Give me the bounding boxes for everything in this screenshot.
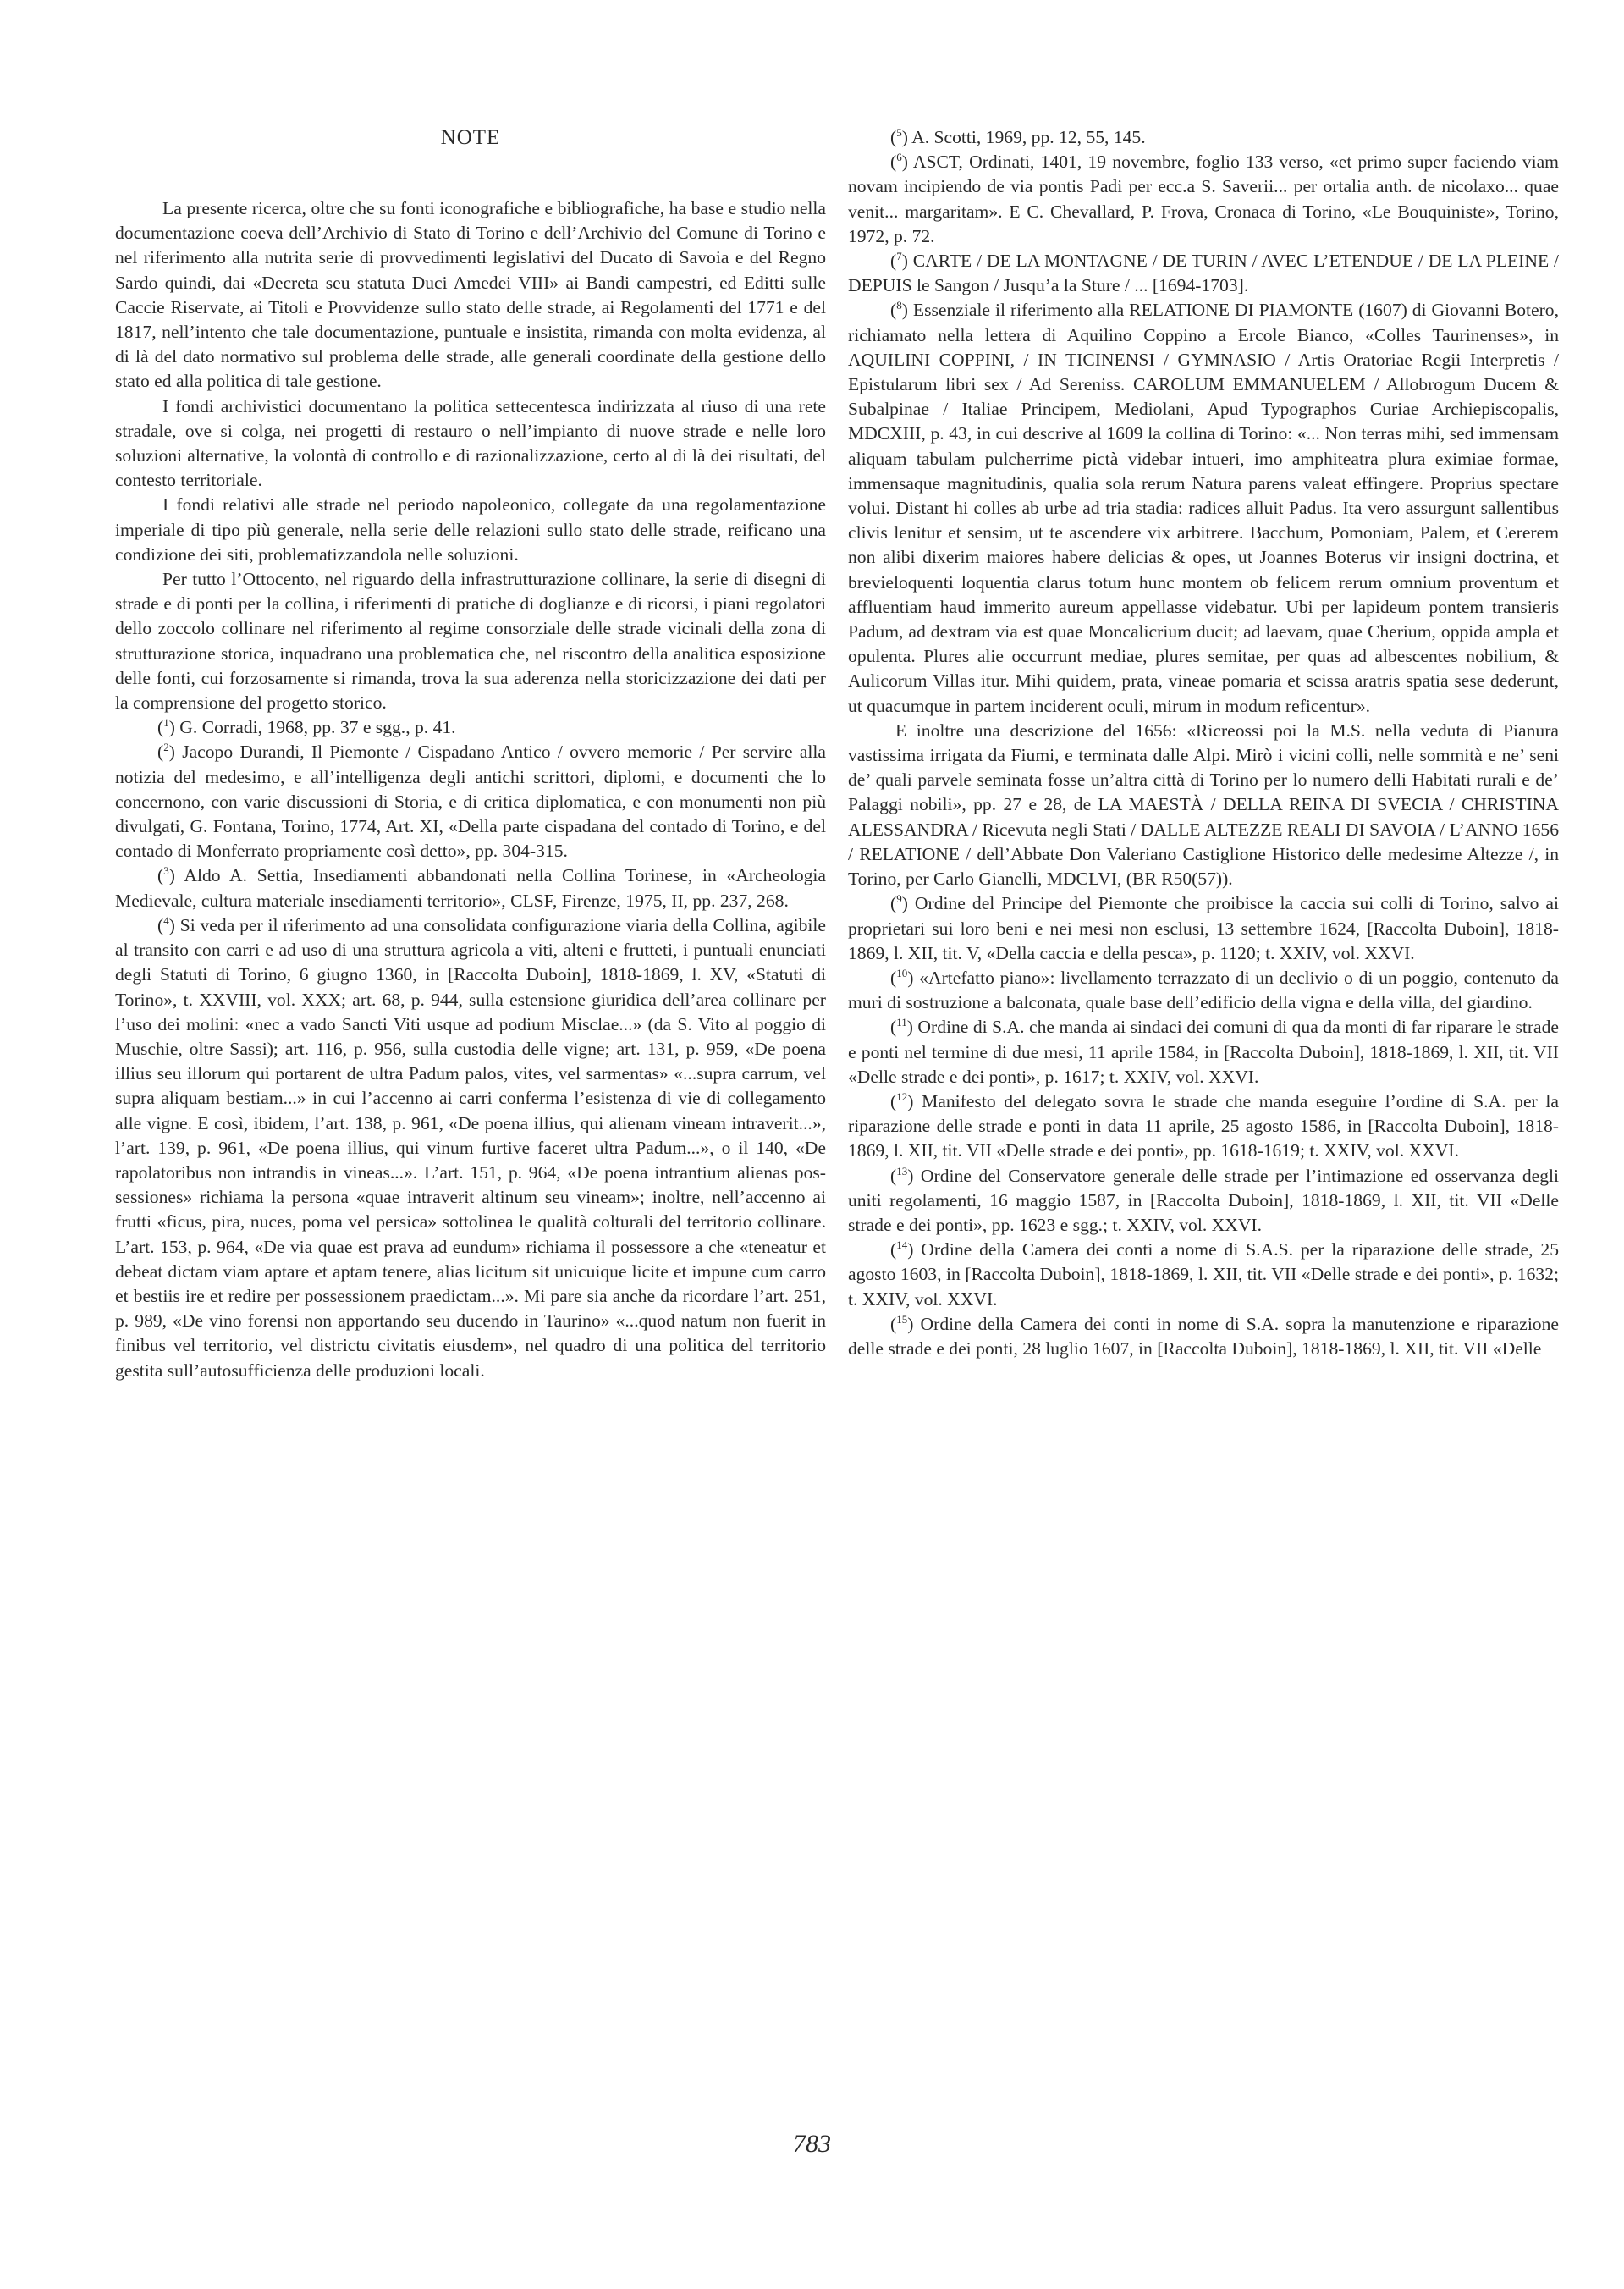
- body-paragraph: La presente ricerca, oltre che su fonti iconografiche e bibliografiche, ha base e studio nella documentazione coeva dell’Archivio di Stato di Torino e dell’Archivio del Comune di Torino e nel riferimento alla nutrita serie di provvedimenti legislativi del Ducato di Savoia e del Regno Sardo quindi, dai «Decreta seu statuta Duci Amedei VIII» ai Bandi campestri, ed Editti sulle Caccie Riservate, ai Titoli e Provvidenze sullo stato delle strade, ai Regolamenti del 1771 e del 1817, nell’intento che tale documentazione, puntuale e insistita, rimanda con molta evidenza, al di là del dato normativo sul problema delle strade, alle generali coordinate della gestione dello stato ed alla politica di tale gestione.: [115, 198, 826, 392]
- footnote: ($^{11}$) Ordine di S.A. che manda ai sindaci dei comuni di qua da monti di far riparare le strade e ponti nel termine di due mesi, 11 aprile 1584, in [Raccolta Duboin], 1818-1869, l. XII, tit. VII «Delle strade e dei ponti», p. 1617; t. XXIV, vol. XXVI.: [848, 1016, 1559, 1087]
- footnote: ($^7$) CARTE / DE LA MONTAGNE / DE TURIN / AVEC L’ETENDUE / DE LA PLEINE / DEPUIS le Sangon / Jusqu’a la Sture / ... [1694-1703].: [848, 249, 1559, 296]
- footnote-continuation: E inoltre una descrizione del 1656: «Ricreossi poi la M.S. nella veduta di Pianura vastissima irrigata da Fiumi, e terminata dalle Alpi. Mirò i vicini colli, nelle sommità e ne’ seni de’ quali parvele seminata fosse un’altra città di Torino per lo numero delli Habitati rurali e de’ Palaggi nobili», pp. 27 e 28, de LA MAESTÀ / DELLA REINA DI SVECIA / CHRISTINA ALESSANDRA / Ricevuta negli Stati / DALLE ALTEZZE REALI DI SAVOIA / L’ANNO 1656 / RELATIONE / dell’Abbate Don Valeriano Castiglione Historico delle medesime Altezze /, in Torino, per Carlo Gianelli, MDCLVI, (BR R50(57)).: [848, 720, 1559, 890]
- footnote-text: Ordine di S.A. che manda ai sindaci dei comuni di qua da monti di far riparare le strade e ponti nel termine di due mesi, 11 aprile 1584, in [Raccolta Duboin], 1818-1869, l. XII, tit. VII «Delle strade e dei ponti», p. 1617; t. XXIV, vol. XXVI.: [848, 1017, 1559, 1087]
- footnote-text: Aldo A. Settia, Insediamenti abbandonati nella Collina Torinese, in «Archeologia Medievale, cultura materiale insediamenti territorio», CLSF, Firenze, 1975, II, pp. 237, 268.: [115, 865, 827, 911]
- footnote-text: Ordine della Camera dei conti a nome di S.A.S. per la riparazione delle strade, 25 agosto 1603, in [Raccolta Duboin], 1818-1869, l. XII, tit. VII «Delle strade e dei ponti», p. 1632; t. XXIV, vol. XXVI.: [848, 1239, 1559, 1310]
- body-paragraph: Per tutto l’Ottocento, nel riguardo della infrastrutturazione collinare, la serie di disegni di strade e di ponti per la collina, i riferimenti di pratiche di doglianze e di ricorsi, i piani regolatori dello zoccolo collinare nel riferimento al regime consorziale delle strade vicinali della zona di strutturazione storica, inquadrano una problematica che, nel riscontro della analitica esposizione delle fonti, cui forzosamente si rimanda, trova la sua aderenza nella storicizzazione dei dati per la comprensione del progetto storico.: [115, 569, 826, 714]
- footnote-text: Si veda per il riferimento ad una consolidata configurazione viaria della Collina, agibile al transito con carri e ad uso di una struttura agricola a viti, alteni e frutteti, i puntuali enunciati degli Statuti di Torino, 6 giugno 1360, in [Raccolta Duboin], 1818-1869, l. XV, «Statuti di Torino», t. XXVIII, vol. XXX; art. 68, p. 944, sulla estensione giuridica dell’area collinare per l’uso dei molini: «nec a vado Sancti Viti usque ad podium Misclae...» (da S. Vito al poggio di Muschie, oltre Sassi); art. 116, p. 956, sulla custodia delle vigne; art. 131, p. 959, «De poena illius seu illorum qui portarent de ultra Padum palos, vites, vel sarmentas» «...supra carrum, vel supra aliquam bestiam...» in cui l’accenno ai carri conferma l’esistenza di vie di collegamento alle vigne. E così, ibidem, l’art. 138, p. 961, «De poena illius, qui alienam vineam intraverit...», l’art. 139, p. 961, «De poena illius, qui vinum furtive faceret ultra Padum...», o il 140, «De rapolatoribus non intrandis in vineas...». L’art. 151, p. 964, «De poena intrantium alienas possessiones» richiama la persona «quae intraverit altinum seu vineam»; inoltre, nell’accenno ai frutti «ficus, pira, nuces, poma vel persica» sottolinea le qualità colturali del territorio collinare. L’art. 153, p. 964, «De via quae est prava ad eundum» richiama il possessore a che «teneatur et debeat dictam viam aptare et aptam tenere, alias licitum sit unicuique licite et impune cum carro et bestiis ire et redire per possessionem praedictam...». Mi pare sia anche da ricordare l’art. 251, p. 989, «De vino forensi non apportando seu ducendo in Taurino» «...quod natum non fuerit in finibus vel territorio, vel districtu civitatis eiusdem», nel quadro di una politica del territorio gestita sull’autosufficienza delle produzioni locali.: [115, 914, 827, 1381]
- footnote-number: 3: [163, 864, 169, 878]
- footnote: ($^9$) Ordine del Principe del Piemonte che proibisce la caccia sui colli di Torino, salvo ai proprietari sui loro beni e nei mesi non esclusi, 13 settembre 1624, [Raccolta Duboin], 1818-1869, l. XII, tit. V, «Della caccia e della pesca», p. 1120; t. XXIV, vol. XXVI.: [848, 892, 1559, 963]
- body-paragraph: I fondi relativi alle strade nel periodo napoleonico, collegate da una regolamentazione imperiale di tipo più generale, nella serie delle relazioni sullo stato delle strade, reificano una condizione dei siti, problematizzandola nelle soluzioni.: [115, 494, 826, 565]
- footnote-number: 14: [896, 1238, 908, 1251]
- footnote-number: 4: [163, 913, 169, 927]
- footnote-text: Jacopo Durandi, Il Piemonte / Cispadano Antico / ovvero memorie / Per servire alla notizia del medesimo, e all’intelligenza degli antichi scrittori, diplomi, e documenti che lo concernono, con varie discussioni di Storia, e di critica diplomatica, e con monumenti non più divulgati, G. Fontana, Torino, 1774, Art. XI, «Della parte cispadana del contado di Torino, e del contado di Monferrato propriamente così detto», pp. 304-315.: [115, 742, 826, 862]
- footnote-number: 13: [896, 1164, 908, 1178]
- footnote: ($^{14}$) Ordine della Camera dei conti a nome di S.A.S. per la riparazione delle strade, 25 agosto 1603, in [Raccolta Duboin], 1818-1869, l. XII, tit. VII «Delle strade e dei ponti», p. 1632; t. XXIV, vol. XXVI.: [848, 1238, 1559, 1310]
- page-number: 783: [793, 2130, 831, 2158]
- footnote: ($^{15}$) Ordine della Camera dei conti in nome di S.A. sopra la manutenzione e riparazione delle strade e dei ponti, 28 luglio 1607, in [Raccolta Duboin], 1818-1869, l. XII, tit. VII «Delle: [848, 1312, 1559, 1359]
- footnote-number: 7: [896, 249, 902, 262]
- footnote: ($^8$) Essenziale il riferimento alla RELATIONE DI PIAMONTE (1607) di Giovanni Botero, richiamato nella lettera di Aquilino Coppino a Ercole Bianco, «Colles Taurinenses», in AQUILINI COPPINI, / IN TICINENSI / GYMNASIO / Artis Oratoriae Regii Interpretis / Epistularum libri sex / Ad Sereniss. CAROLUM EMMANUELEM / Allobrogum Ducem & Subalpinae / Italiae Principem, Mediolani, Apud Typographos Curiae Archiepiscopalis, MDCXIII, p. 43, in cui descrive al 1609 la collina di Torino: «... Non terras mihi, sed immensam aliquam tabulam pulcherrime pictà videbar intueri, imo amphiteatra plura eximiae formae, immensaque magnitudinis, qualia sola rerum Natura parens valeat effingere. Proprius spectare volui. Distant hi colles ab urbe ad tria stadia: radices alluit Padus. Ita vero assurgunt sallentibus clivis lenitur et sensim, ut te ascendere vix arbitrere. Bacchum, Pomoniam, Palem, et Cererem non alibi dixerim maiores habere delicias & opes, ut Joannes Boterus vir insigni doctrina, et brevieloquenti loquentia clarus totum hunc montem ob felicem rerum omnium proventum et affluentiam haud immerito aureum appellasse videbatur. Ubi per lapideum pontem transieris Padum, ad dextram via est quae Moncalicrium ducit; ad laevam, quae Cherium, oppida ampla et opulenta. Plures alie occurrunt mediae, plures semitae, per quas ad albescentes nobilium, & Aulicorum Villas itur. Mihi quidem, prata, vineae pomaria et scissa aratris spatia sese dederunt, ut quacumque in partem inciderent oculi, mirum in modum reficentur».: [848, 299, 1560, 716]
- footnote-number: 5: [896, 125, 902, 139]
- footnote-text: A. Scotti, 1969, pp. 12, 55, 145.: [911, 127, 1146, 147]
- footnote-text: Manifesto del delegato sovra le strade che manda eseguire l’ordine di S.A. per la riparazione delle strade e ponti in data 11 aprile, 25 agosto 1586, in [Raccolta Duboin], 1818-1869, l. XII, tit. VII «Delle strade e dei ponti», pp. 1618-1619; t. XXIV, vol. XXVI.: [848, 1090, 1559, 1161]
- footnote-text: Essenziale il riferimento alla RELATIONE DI PIAMONTE (1607) di Giovanni Botero, richiamato nella lettera di Aquilino Coppino a Ercole Bianco, «Colles Taurinenses», in AQUILINI COPPINI, / IN TICINENSI / GYMNASIO / Artis Oratoriae Regii Interpretis / Epistularum libri sex / Ad Sereniss. CAROLUM EMMANUELEM / Allobrogum Ducem & Subalpinae / Italiae Principem, Mediolani, Apud Typographos Curiae Archiepiscopalis, MDCXIII, p. 43, in cui descrive al 1609 la collina di Torino: «... Non terras mihi, sed immensam aliquam tabulam pulcherrime pictà videbar intueri, imo amphiteatra plura eximiae formae, immensaque magnitudinis, qualia sola rerum Natura parens valeat effingere. Proprius spectare volui. Distant hi colles ab urbe ad tria stadia: radices alluit Padus. Ita vero assurgunt sallentibus clivis lenitur et sensim, ut te ascendere vix arbitrere. Bacchum, Pomoniam, Palem, et Cererem non alibi dixerim maiores habere delicias & opes, ut Joannes Boterus vir insigni doctrina, et brevieloquenti loquentia clarus totum hunc montem ob felicem rerum omnium proventum et affluentiam haud immerito aureum appellasse videbatur. Ubi per lapideum pontem transieris Padum, ad dextram via est quae Moncalicrium ducit; ad laevam, quae Cherium, oppida ampla et opulenta. Plures alie occurrunt mediae, plures semitae, per quas ad albescentes nobilium, & Aulicorum Villas itur. Mihi quidem, prata, vineae pomaria et scissa aratris spatia sese dederunt, ut quacumque in partem inciderent oculi, mirum in modum reficentur».: [848, 300, 1560, 716]
- footnote-number: 2: [163, 741, 169, 754]
- footnote-text: Ordine del Conservatore generale delle strade per l’intimazione ed osservanza degli uniti regolamenti, 16 maggio 1587, in [Raccolta Duboin], 1818-1869, l. XII, tit. VII «Delle strade e dei ponti», pp. 1623 e sgg.; t. XXIV, vol. XXVI.: [848, 1165, 1559, 1235]
- footnote-text: ASCT, Ordinati, 1401, 19 novembre, foglio 133 verso, «et primo super faciendo viam novam incipiendo de via pontis Padi per ecc.a S. Saverii... per ortalia anth. de nicolaxo... quae venit... margaritam». E C. Chevallard, P. Frova, Cronaca di Torino, «Le Bouquiniste», Torino, 1972, p. 72.: [848, 152, 1559, 246]
- footnote: ($^6$) ASCT, Ordinati, 1401, 19 novembre, foglio 133 verso, «et primo super faciendo viam novam incipiendo de via pontis Padi per ecc.a S. Saverii... per ortalia anth. de nicolaxo... quae venit... margaritam». E C. Chevallard, P. Frova, Cronaca di Torino, «Le Bouquiniste», Torino, 1972, p. 72.: [848, 151, 1559, 246]
- footnote: ($^{12}$) Manifesto del delegato sovra le strade che manda eseguire l’ordine di S.A. per la riparazione delle strade e ponti in data 11 aprile, 25 agosto 1586, in [Raccolta Duboin], 1818-1869, l. XII, tit. VII «Delle strade e dei ponti», pp. 1618-1619; t. XXIV, vol. XXVI.: [848, 1089, 1559, 1161]
- footnote: ($^4$) Si veda per il riferimento ad una consolidata configurazione viaria della Collina, agibile al transito con carri e ad uso di una struttura agricola a viti, alteni e frutteti, i puntuali enunciati degli Statuti di Torino, 6 giugno 1360, in [Raccolta Duboin], 1818-1869, l. XV, «Statuti di Torino», t. XXVIII, vol. XXX; art. 68, p. 944, sulla estensione giuridica dell’area collinare per l’uso dei molini: «nec a vado Sancti Viti usque ad podium Misclae...» (da S. Vito al poggio di Muschie, oltre Sassi); art. 116, p. 956, sulla custodia delle vigne; art. 131, p. 959, «De poena illius seu illorum qui portarent de ultra Padum palos, vites, vel sarmentas» «...supra carrum, vel supra aliquam bestiam...» in cui l’accenno ai carri conferma l’esistenza di vie di collegamento alle vigne. E così, ibidem, l’art. 138, p. 961, «De poena illius, qui alienam vineam intraverit...», l’art. 139, p. 961, «De poena illius, qui vinum furtive faceret ultra Padum...», o il 140, «De rapolatoribus non intrandis in vineas...». L’art. 151, p. 964, «De poena intrantium alienas possessiones» richiama la persona «quae intraverit altinum seu vineam»; inoltre, nell’accenno ai frutti «ficus, pira, nuces, poma vel persica» sottolinea le qualità colturali del territorio collinare. L’art. 153, p. 964, «De via quae est prava ad eundum» richiama il possessore a che «teneatur et debeat dictam viam aptare et aptam tenere, alias licitum sit unicuique licite et impune cum carro et bestiis ire et redire per possessionem praedictam...». Mi pare sia anche da ricordare l’art. 251, p. 989, «De vino forensi non apportando seu ducendo in Taurino» «...quod natum non fuerit in finibus vel territorio, vel districtu civitatis eiusdem», nel quadro di una politica del territorio gestita sull’autosufficienza delle produzioni locali.: [115, 913, 827, 1381]
- footnote-number: 11: [896, 1016, 907, 1029]
- footnote: ($^1$) G. Corradi, 1968, pp. 37 e sgg., p. 41.: [157, 716, 456, 738]
- body-paragraph: I fondi archivistici documentano la politica settecentesca indirizzata al riuso di una rete stradale, ove si colga, nei progetti di restauro o nell’impianto di nuove strade e nelle loro soluzioni alternative, la volontà di controllo e di razionalizzazione, certo al di là dei risultati, del contesto territoriale.: [115, 395, 826, 491]
- footnote: ($^5$) A. Scotti, 1969, pp. 12, 55, 145.: [890, 125, 1146, 147]
- footnote: ($^3$) Aldo A. Settia, Insediamenti abbandonati nella Collina Torinese, in «Archeologia Medievale, cultura materiale insediamenti territorio», CLSF, Firenze, 1975, II, pp. 237, 268.: [115, 864, 827, 911]
- footnote-number: 10: [896, 966, 908, 979]
- footnote-text: «Artefatto piano»: livellamento terrazzato di un declivio o di un poggio, contenuto da muri di sostruzione a balconata, quale base dell’edificio della vigna e della villa, del giardino.: [848, 967, 1559, 1013]
- footnote-number: 12: [896, 1089, 908, 1103]
- footnote-text: Ordine della Camera dei conti in nome di S.A. sopra la manutenzione e riparazione delle strade e dei ponti, 28 luglio 1607, in [Raccolta Duboin], 1818-1869, l. XII, tit. VII «Delle: [848, 1313, 1559, 1359]
- footnote-number: 15: [896, 1312, 908, 1326]
- footnote: ($^{13}$) Ordine del Conservatore generale delle strade per l’intimazione ed osservanza degli uniti regolamenti, 16 maggio 1587, in [Raccolta Duboin], 1818-1869, l. XII, tit. VII «Delle strade e dei ponti», pp. 1623 e sgg.; t. XXIV, vol. XXVI.: [848, 1164, 1559, 1235]
- footnote: ($^{10}$) «Artefatto piano»: livellamento terrazzato di un declivio o di un poggio, contenuto da muri di sostruzione a balconata, quale base dell’edificio della vigna e della villa, del giardino.: [848, 966, 1559, 1013]
- footnote-text: CARTE / DE LA MONTAGNE / DE TURIN / AVEC L’ETENDUE / DE LA PLEINE / DEPUIS le Sangon / Jusqu’a la Sture / ... [1694-1703].: [848, 251, 1559, 296]
- footnote: ($^2$) Jacopo Durandi, Il Piemonte / Cispadano Antico / ovvero memorie / Per servire alla notizia del medesimo, e all’intelligenza degli antichi scrittori, diplomi, e documenti che lo concernono, con varie discussioni di Storia, e di critica diplomatica, e con monumenti non più divulgati, G. Fontana, Torino, 1774, Art. XI, «Della parte cispadana del contado di Torino, e del contado di Monferrato propriamente così detto», pp. 304-315.: [115, 741, 826, 862]
- footnote-number: 8: [896, 299, 902, 312]
- left-column: [115, 125, 826, 1383]
- footnote-number: 1: [163, 716, 169, 730]
- right-column: [848, 125, 1559, 1361]
- footnote-number: 6: [896, 151, 902, 164]
- footnote-number: 9: [896, 892, 902, 906]
- footnote-text: G. Corradi, 1968, pp. 37 e sgg., p. 41.: [179, 717, 456, 738]
- footnote-text: Ordine del Principe del Piemonte che proibisce la caccia sui colli di Torino, salvo ai proprietari sui loro beni e nei mesi non esclusi, 13 settembre 1624, [Raccolta Duboin], 1818-1869, l. XII, tit. V, «Della caccia e della pesca», p. 1120; t. XXIV, vol. XXVI.: [848, 893, 1559, 963]
- page-heading: NOTE: [440, 126, 501, 149]
